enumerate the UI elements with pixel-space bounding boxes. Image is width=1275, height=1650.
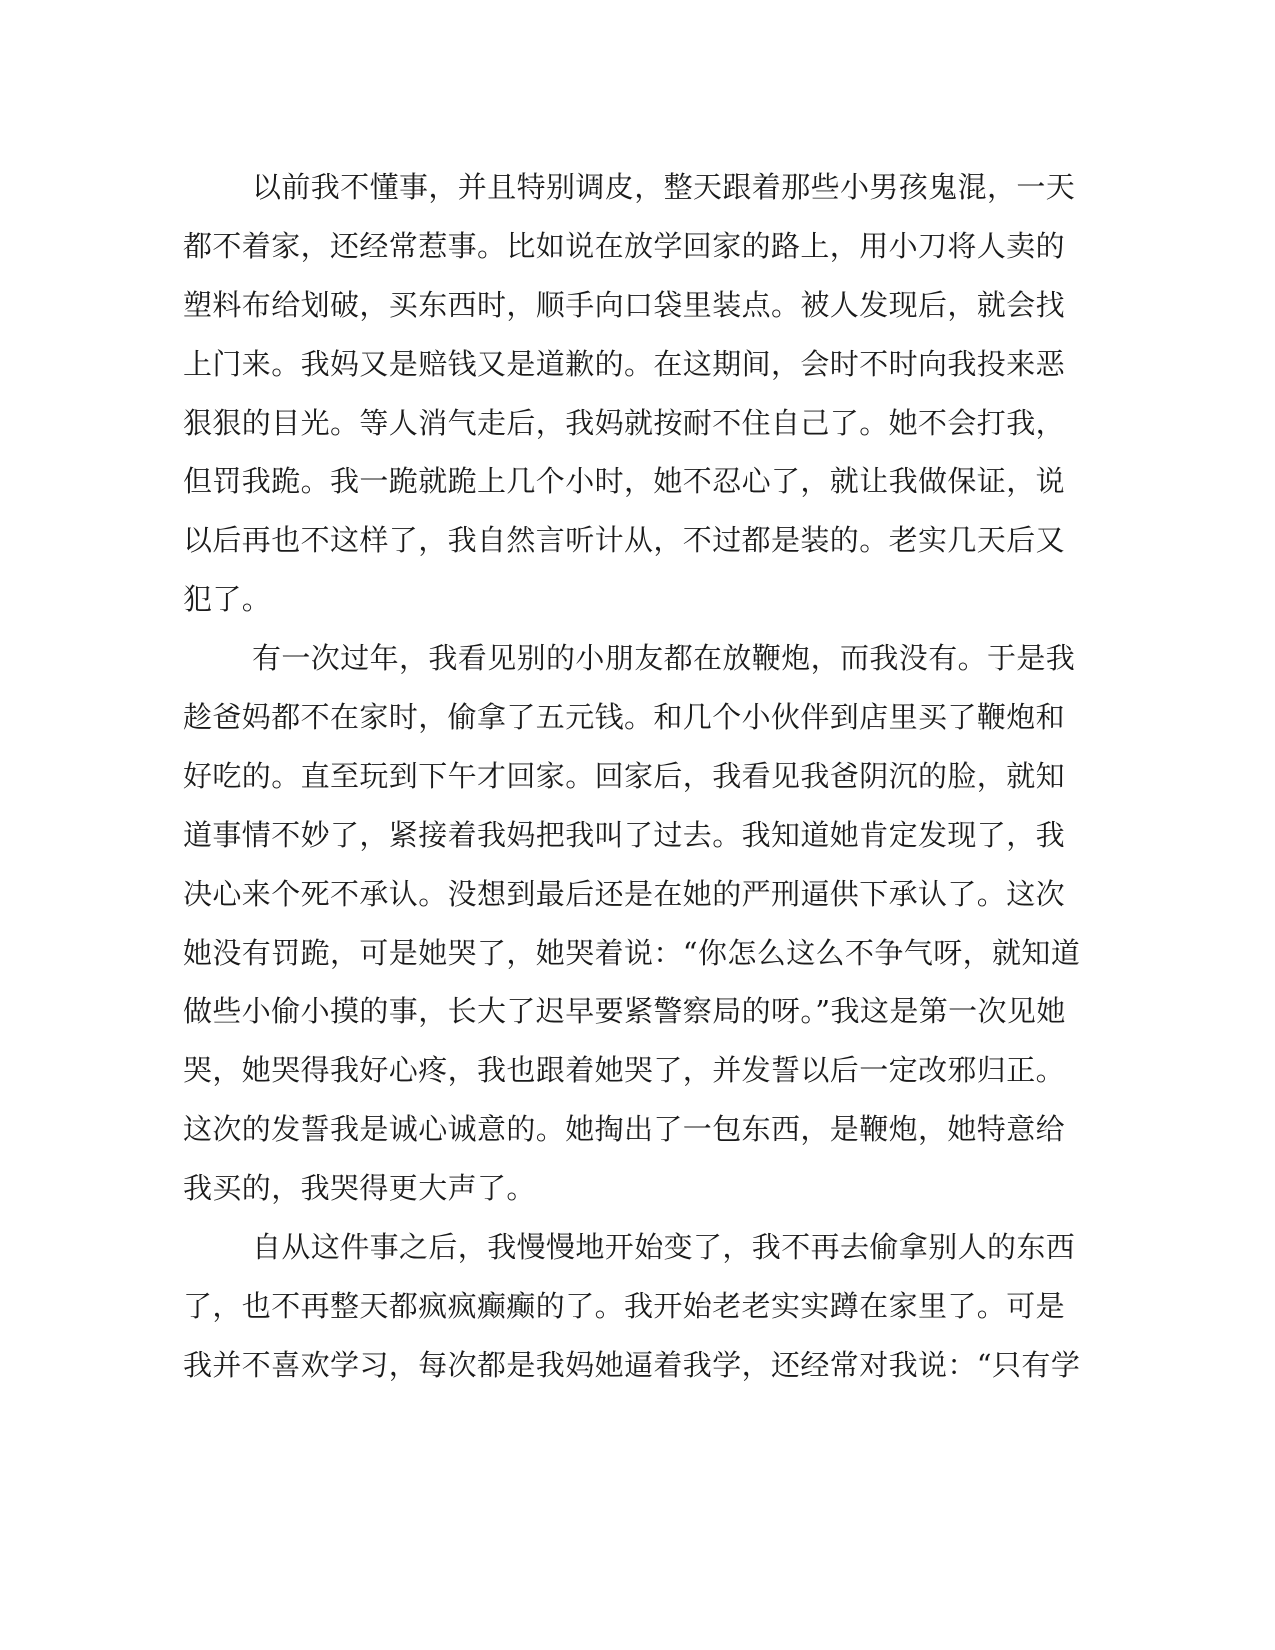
- text-line: 做些小偷小摸的事，长大了迟早要紧警察局的呀。”我这是第一次见她: [183, 994, 1066, 1029]
- text-line: 道事情不妙了，紧接着我妈把我叫了过去。我知道她肯定发现了，我: [183, 817, 1066, 852]
- paragraph-first-line: 自从这件事之后，我慢慢地开始变了，我不再去偷拿别人的东西: [252, 1230, 1076, 1265]
- text-line: 狠狠的目光。等人消气走后，我妈就按耐不住自己了。她不会打我，: [183, 405, 1066, 440]
- paragraph-first-line: 以前我不懂事，并且特别调皮，整天跟着那些小男孩鬼混，一天: [252, 170, 1076, 204]
- text-line: 以后再也不这样了，我自然言听计从，不过都是装的。老实几天后又: [183, 523, 1066, 558]
- text-line: 我并不喜欢学习，每次都是我妈她逼着我学，还经常对我说：“只有学: [183, 1347, 1081, 1382]
- text-line: 犯了。: [183, 582, 272, 617]
- text-line: 都不着家，还经常惹事。比如说在放学回家的路上，用小刀将人卖的: [183, 228, 1066, 263]
- text-line: 好吃的。直至玩到下午才回家。回家后，我看见我爸阴沉的脸，就知: [183, 758, 1066, 793]
- text-line: 但罚我跪。我一跪就跪上几个小时，她不忍心了，就让我做保证，说: [183, 464, 1066, 499]
- text-line: 我买的，我哭得更大声了。: [183, 1171, 536, 1206]
- paragraph-first-line: 有一次过年，我看见别的小朋友都在放鞭炮，而我没有。于是我: [252, 641, 1076, 676]
- text-line: 哭，她哭得我好心疼，我也跟着她哭了，并发誓以后一定改邪归正。: [183, 1053, 1066, 1088]
- text-line: 趁爸妈都不在家时，偷拿了五元钱。和几个小伙伴到店里买了鞭炮和: [183, 700, 1066, 735]
- body-text: [183, 158, 1081, 1395]
- text-line: 这次的发誓我是诚心诚意的。她掏出了一包东西，是鞭炮，她特意给: [183, 1112, 1066, 1147]
- text-line: 塑料布给划破，买东西时，顺手向口袋里装点。被人发现后，就会找: [183, 287, 1066, 322]
- text-line: 决心来个死不承认。没想到最后还是在她的严刑逼供下承认了。这次: [183, 876, 1066, 911]
- text-line: 她没有罚跪，可是她哭了，她哭着说：“你怎么这么不争气呀，就知道: [183, 935, 1081, 970]
- text-line: 上门来。我妈又是赔钱又是道歉的。在这期间，会时不时向我投来恶: [183, 346, 1066, 381]
- text-line: 了，也不再整天都疯疯癫癫的了。我开始老老实实蹲在家里了。可是: [183, 1288, 1066, 1323]
